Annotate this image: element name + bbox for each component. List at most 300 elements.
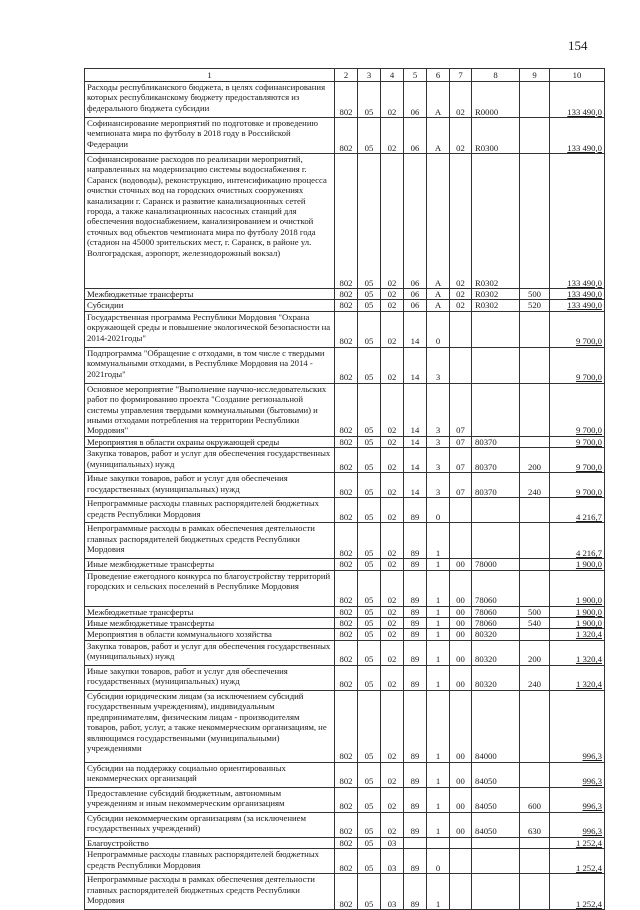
cell-rz: 05 bbox=[358, 665, 381, 690]
cell-pr: 02 bbox=[381, 618, 404, 629]
cell-pr: 02 bbox=[381, 690, 404, 762]
cell-ved: 802 bbox=[335, 690, 358, 762]
cell-cs3: 07 bbox=[450, 473, 472, 498]
cell-sum: 133 490,0 bbox=[550, 154, 605, 289]
cell-pr: 02 bbox=[381, 436, 404, 447]
cell-sum: 996,3 bbox=[550, 812, 605, 837]
cell-cs4: 84050 bbox=[472, 762, 520, 787]
row-name: Субсидии некоммерческим организациям (за исключением государственных учреждений) bbox=[85, 812, 335, 837]
table-row bbox=[85, 448, 605, 473]
cell-rz: 05 bbox=[358, 383, 381, 436]
cell-ved: 802 bbox=[335, 448, 358, 473]
cell-vr bbox=[520, 523, 550, 559]
cell-rz: 05 bbox=[358, 690, 381, 762]
cell-sum: 9 700,0 bbox=[550, 311, 605, 347]
cell-cs3: 07 bbox=[450, 436, 472, 447]
cell-vr bbox=[520, 762, 550, 787]
cell-cs2: А bbox=[427, 154, 450, 289]
cell-pr: 02 bbox=[381, 812, 404, 837]
row-name: Иные закупки товаров, работ и услуг для обеспечения государственных (муниципальных) нужд bbox=[85, 473, 335, 498]
table-body bbox=[85, 82, 605, 910]
cell-cs3 bbox=[450, 874, 472, 910]
cell-ved: 802 bbox=[335, 837, 358, 848]
cell-vr bbox=[520, 629, 550, 640]
cell-rz: 05 bbox=[358, 118, 381, 154]
cell-cs4: R0302 bbox=[472, 289, 520, 300]
cell-sum: 133 490,0 bbox=[550, 289, 605, 300]
cell-cs4 bbox=[472, 383, 520, 436]
cell-cs3: 02 bbox=[450, 300, 472, 311]
row-name: Подпрограмма "Обращение с отходами, в том числе с твердыми коммунальными отходами, в Республике Мордовия на 2014 - 2021годы" bbox=[85, 347, 335, 383]
cell-cs2: 1 bbox=[427, 570, 450, 606]
cell-sum: 133 490,0 bbox=[550, 82, 605, 118]
cell-sum: 9 700,0 bbox=[550, 347, 605, 383]
cell-pr: 02 bbox=[381, 383, 404, 436]
cell-vr bbox=[520, 383, 550, 436]
table-row bbox=[85, 874, 605, 910]
row-name: Межбюджетные трансферты bbox=[85, 289, 335, 300]
cell-ved: 802 bbox=[335, 559, 358, 570]
cell-sum: 4 216,7 bbox=[550, 523, 605, 559]
cell-cs3: 00 bbox=[450, 559, 472, 570]
cell-cs4 bbox=[472, 874, 520, 910]
cell-vr: 500 bbox=[520, 289, 550, 300]
table-row bbox=[85, 118, 605, 154]
column-header: 2 bbox=[335, 69, 358, 82]
cell-pr: 02 bbox=[381, 82, 404, 118]
cell-cs3 bbox=[450, 523, 472, 559]
table-row bbox=[85, 82, 605, 118]
cell-rz: 05 bbox=[358, 436, 381, 447]
cell-vr bbox=[520, 118, 550, 154]
table-row bbox=[85, 523, 605, 559]
column-header: 5 bbox=[404, 69, 427, 82]
cell-ved: 802 bbox=[335, 874, 358, 910]
row-name: Проведение ежегодного конкурса по благоустройству территорий городских и сельских поселений в Республике Мордовия bbox=[85, 570, 335, 606]
cell-cs2: 3 bbox=[427, 473, 450, 498]
table-row bbox=[85, 289, 605, 300]
cell-vr bbox=[520, 570, 550, 606]
row-name: Предоставление субсидий бюджетным, автономным учреждениям и иным некоммерческим организациям bbox=[85, 787, 335, 812]
cell-cs3: 07 bbox=[450, 383, 472, 436]
cell-vr bbox=[520, 559, 550, 570]
cell-sum: 1 900,0 bbox=[550, 570, 605, 606]
table-row bbox=[85, 629, 605, 640]
cell-sum: 1 320,4 bbox=[550, 640, 605, 665]
cell-sum: 133 490,0 bbox=[550, 300, 605, 311]
row-name: Расходы республиканского бюджета, в целях софинансирования которых республиканскому бюджету предоставляются из федерального бюджета субсидии bbox=[85, 82, 335, 118]
cell-pr: 02 bbox=[381, 559, 404, 570]
cell-cs1: 89 bbox=[404, 523, 427, 559]
row-name: Субсидии bbox=[85, 300, 335, 311]
cell-sum: 996,3 bbox=[550, 762, 605, 787]
cell-rz: 05 bbox=[358, 606, 381, 617]
cell-sum: 1 252,4 bbox=[550, 837, 605, 848]
cell-cs2: 1 bbox=[427, 787, 450, 812]
cell-ved: 802 bbox=[335, 473, 358, 498]
cell-cs1: 06 bbox=[404, 154, 427, 289]
cell-pr: 02 bbox=[381, 289, 404, 300]
row-name: Иные закупки товаров, работ и услуг для обеспечения государственных (муниципальных) нужд bbox=[85, 665, 335, 690]
cell-rz: 05 bbox=[358, 787, 381, 812]
table-row bbox=[85, 665, 605, 690]
cell-ved: 802 bbox=[335, 640, 358, 665]
cell-rz: 05 bbox=[358, 559, 381, 570]
cell-rz: 05 bbox=[358, 289, 381, 300]
cell-rz: 05 bbox=[358, 874, 381, 910]
cell-cs1: 89 bbox=[404, 559, 427, 570]
cell-rz: 05 bbox=[358, 82, 381, 118]
row-name: Мероприятия в области коммунального хозяйства bbox=[85, 629, 335, 640]
cell-cs1: 89 bbox=[404, 618, 427, 629]
cell-pr: 02 bbox=[381, 154, 404, 289]
column-header: 8 bbox=[472, 69, 520, 82]
cell-sum: 1 900,0 bbox=[550, 606, 605, 617]
cell-cs2: 1 bbox=[427, 606, 450, 617]
cell-cs1: 89 bbox=[404, 812, 427, 837]
cell-vr: 200 bbox=[520, 448, 550, 473]
cell-rz: 05 bbox=[358, 448, 381, 473]
cell-cs2: 3 bbox=[427, 383, 450, 436]
row-name: Непрограммные расходы главных распорядителей бюджетных средств Республики Мордовия bbox=[85, 849, 335, 874]
cell-pr: 02 bbox=[381, 787, 404, 812]
cell-ved: 802 bbox=[335, 289, 358, 300]
cell-ved: 802 bbox=[335, 118, 358, 154]
cell-vr bbox=[520, 498, 550, 523]
cell-sum: 1 252,4 bbox=[550, 849, 605, 874]
cell-vr bbox=[520, 311, 550, 347]
column-header: 1 bbox=[85, 69, 335, 82]
cell-cs1: 06 bbox=[404, 118, 427, 154]
cell-cs2: 0 bbox=[427, 311, 450, 347]
cell-rz: 05 bbox=[358, 311, 381, 347]
cell-vr: 200 bbox=[520, 640, 550, 665]
header-row bbox=[85, 69, 605, 82]
cell-rz: 05 bbox=[358, 849, 381, 874]
cell-pr: 02 bbox=[381, 498, 404, 523]
cell-cs3 bbox=[450, 347, 472, 383]
cell-cs2: 3 bbox=[427, 448, 450, 473]
cell-ved: 802 bbox=[335, 498, 358, 523]
cell-cs1: 06 bbox=[404, 300, 427, 311]
cell-cs1: 89 bbox=[404, 570, 427, 606]
cell-vr bbox=[520, 347, 550, 383]
page-number: 154 bbox=[568, 38, 588, 53]
cell-vr: 500 bbox=[520, 606, 550, 617]
table-row bbox=[85, 311, 605, 347]
cell-cs1: 14 bbox=[404, 383, 427, 436]
cell-vr bbox=[520, 154, 550, 289]
cell-ved: 802 bbox=[335, 436, 358, 447]
cell-cs1: 89 bbox=[404, 640, 427, 665]
cell-cs4 bbox=[472, 523, 520, 559]
column-header: 10 bbox=[550, 69, 605, 82]
cell-cs4: 80320 bbox=[472, 665, 520, 690]
cell-cs3 bbox=[450, 498, 472, 523]
cell-cs3: 00 bbox=[450, 787, 472, 812]
cell-cs3: 00 bbox=[450, 570, 472, 606]
column-header: 4 bbox=[381, 69, 404, 82]
cell-cs4: 84000 bbox=[472, 690, 520, 762]
cell-sum: 9 700,0 bbox=[550, 436, 605, 447]
row-name: Непрограммные расходы в рамках обеспечения деятельности главных распорядителей бюджетных средств Республики Мордовия bbox=[85, 874, 335, 910]
cell-vr: 630 bbox=[520, 812, 550, 837]
cell-pr: 02 bbox=[381, 347, 404, 383]
cell-sum: 996,3 bbox=[550, 690, 605, 762]
cell-ved: 802 bbox=[335, 618, 358, 629]
cell-cs1: 06 bbox=[404, 289, 427, 300]
cell-ved: 802 bbox=[335, 849, 358, 874]
cell-pr: 03 bbox=[381, 874, 404, 910]
row-name: Иные межбюджетные трансферты bbox=[85, 559, 335, 570]
cell-cs1: 06 bbox=[404, 82, 427, 118]
cell-cs1: 89 bbox=[404, 762, 427, 787]
cell-sum: 1 900,0 bbox=[550, 559, 605, 570]
cell-cs3: 02 bbox=[450, 289, 472, 300]
cell-rz: 05 bbox=[358, 640, 381, 665]
cell-cs4: 84050 bbox=[472, 787, 520, 812]
cell-cs4: 78060 bbox=[472, 618, 520, 629]
row-name: Софинансирование расходов по реализации мероприятий, направленных на модернизацию системы водоснабжения г. Саранск (водоводы), реконструкцию, интенсификацию процесса очистки сточных вод на городских очистных сооружениях канализации г. Саранск и развитие канализационных сетей города, а также канализационных насосных станций для обеспечения водоснабжением, канализированием и очисткой сточных вод объектов чемпионата мира по футболу 2018 года (стадион на 45000 зрительских мест, г. Саранск, в районе ул. Волгоградская, аэропорт, железнодорожный вокзал) bbox=[85, 154, 335, 289]
cell-cs2: 1 bbox=[427, 629, 450, 640]
cell-cs3: 00 bbox=[450, 812, 472, 837]
cell-ved: 802 bbox=[335, 82, 358, 118]
cell-rz: 05 bbox=[358, 523, 381, 559]
cell-pr: 02 bbox=[381, 473, 404, 498]
cell-rz: 05 bbox=[358, 347, 381, 383]
cell-cs1: 14 bbox=[404, 436, 427, 447]
cell-cs1: 89 bbox=[404, 629, 427, 640]
cell-cs2: А bbox=[427, 289, 450, 300]
row-name: Закупка товаров, работ и услуг для обеспечения государственных (муниципальных) нужд bbox=[85, 640, 335, 665]
cell-cs2: 1 bbox=[427, 559, 450, 570]
cell-cs2: А bbox=[427, 118, 450, 154]
cell-cs4: 84050 bbox=[472, 812, 520, 837]
cell-cs1: 89 bbox=[404, 874, 427, 910]
cell-cs2: 1 bbox=[427, 523, 450, 559]
table-row bbox=[85, 347, 605, 383]
cell-cs2: 1 bbox=[427, 762, 450, 787]
table-row bbox=[85, 570, 605, 606]
cell-vr bbox=[520, 436, 550, 447]
cell-cs4: 80320 bbox=[472, 629, 520, 640]
cell-pr: 02 bbox=[381, 606, 404, 617]
cell-cs2: 1 bbox=[427, 618, 450, 629]
table-row bbox=[85, 498, 605, 523]
budget-table bbox=[84, 68, 605, 910]
cell-sum: 1 900,0 bbox=[550, 618, 605, 629]
table-row bbox=[85, 640, 605, 665]
cell-rz: 05 bbox=[358, 300, 381, 311]
cell-cs3: 02 bbox=[450, 82, 472, 118]
column-header: 9 bbox=[520, 69, 550, 82]
cell-ved: 802 bbox=[335, 787, 358, 812]
cell-rz: 05 bbox=[358, 837, 381, 848]
cell-ved: 802 bbox=[335, 383, 358, 436]
cell-cs4: 78060 bbox=[472, 606, 520, 617]
cell-cs3: 02 bbox=[450, 118, 472, 154]
cell-pr: 02 bbox=[381, 448, 404, 473]
cell-cs4 bbox=[472, 347, 520, 383]
cell-vr bbox=[520, 82, 550, 118]
cell-pr: 03 bbox=[381, 849, 404, 874]
table-row bbox=[85, 473, 605, 498]
cell-vr bbox=[520, 837, 550, 848]
cell-pr: 02 bbox=[381, 300, 404, 311]
cell-cs4: 80370 bbox=[472, 436, 520, 447]
cell-sum: 9 700,0 bbox=[550, 383, 605, 436]
cell-rz: 05 bbox=[358, 473, 381, 498]
cell-cs2: 1 bbox=[427, 665, 450, 690]
cell-cs1: 14 bbox=[404, 311, 427, 347]
cell-sum: 9 700,0 bbox=[550, 448, 605, 473]
cell-cs4 bbox=[472, 849, 520, 874]
cell-vr bbox=[520, 690, 550, 762]
cell-cs1: 14 bbox=[404, 347, 427, 383]
row-name: Основное мероприятие "Выполнение научно-исследовательских работ по формированию проекта "Создание региональной системы управления твердыми коммунальными (бытовыми) и иными отходами потребления на территории Республики Мордовия" bbox=[85, 383, 335, 436]
cell-sum: 1 252,4 bbox=[550, 874, 605, 910]
cell-cs4: 78000 bbox=[472, 559, 520, 570]
table-row bbox=[85, 837, 605, 848]
cell-ved: 802 bbox=[335, 347, 358, 383]
cell-rz: 05 bbox=[358, 812, 381, 837]
cell-cs3: 00 bbox=[450, 618, 472, 629]
cell-cs2: 3 bbox=[427, 347, 450, 383]
cell-cs2: 1 bbox=[427, 690, 450, 762]
row-name: Непрограммные расходы главных распорядителей бюджетных средств Республики Мордовия bbox=[85, 498, 335, 523]
cell-sum: 4 216,7 bbox=[550, 498, 605, 523]
cell-sum: 9 700,0 bbox=[550, 473, 605, 498]
cell-cs4: 78060 bbox=[472, 570, 520, 606]
cell-cs2: А bbox=[427, 300, 450, 311]
cell-pr: 02 bbox=[381, 311, 404, 347]
cell-cs3: 00 bbox=[450, 690, 472, 762]
row-name: Субсидии юридическим лицам (за исключением субсидий государственным учреждениям), индивидуальным предпринимателям, физическим лицам - производителям товаров, работ, услуг, а также некоммерческим организациям, не являющимся государственными (муниципальными) учреждениями bbox=[85, 690, 335, 762]
cell-cs3 bbox=[450, 311, 472, 347]
row-name: Государственная программа Республики Мордовия "Охрана окружающей среды и повышение экологической безопасности на 2014-2021годы" bbox=[85, 311, 335, 347]
table-row bbox=[85, 300, 605, 311]
row-name: Межбюджетные трансферты bbox=[85, 606, 335, 617]
cell-pr: 02 bbox=[381, 762, 404, 787]
cell-rz: 05 bbox=[358, 498, 381, 523]
cell-vr bbox=[520, 874, 550, 910]
cell-pr: 02 bbox=[381, 665, 404, 690]
table-row bbox=[85, 762, 605, 787]
table-row bbox=[85, 559, 605, 570]
cell-cs2: 0 bbox=[427, 849, 450, 874]
cell-cs2: А bbox=[427, 82, 450, 118]
table-row bbox=[85, 618, 605, 629]
cell-rz: 05 bbox=[358, 762, 381, 787]
row-name: Субсидии на поддержку социально ориентированных некоммерческих организаций bbox=[85, 762, 335, 787]
cell-ved: 802 bbox=[335, 606, 358, 617]
cell-vr: 240 bbox=[520, 665, 550, 690]
cell-cs3: 00 bbox=[450, 606, 472, 617]
row-name: Благоустройство bbox=[85, 837, 335, 848]
cell-ved: 802 bbox=[335, 665, 358, 690]
cell-cs2: 0 bbox=[427, 498, 450, 523]
cell-cs2: 3 bbox=[427, 436, 450, 447]
cell-cs4: 80320 bbox=[472, 640, 520, 665]
cell-ved: 802 bbox=[335, 154, 358, 289]
cell-ved: 802 bbox=[335, 762, 358, 787]
column-header: 6 bbox=[427, 69, 450, 82]
cell-pr: 02 bbox=[381, 629, 404, 640]
cell-cs3: 00 bbox=[450, 640, 472, 665]
cell-cs4: 80370 bbox=[472, 473, 520, 498]
column-header: 3 bbox=[358, 69, 381, 82]
row-name: Непрограммные расходы в рамках обеспечения деятельности главных распорядителей бюджетных средств Республики Мордовия bbox=[85, 523, 335, 559]
cell-cs1 bbox=[404, 837, 427, 848]
column-header: 7 bbox=[450, 69, 472, 82]
cell-vr: 540 bbox=[520, 618, 550, 629]
cell-sum: 996,3 bbox=[550, 787, 605, 812]
cell-cs2 bbox=[427, 837, 450, 848]
cell-cs4 bbox=[472, 498, 520, 523]
cell-cs3 bbox=[450, 837, 472, 848]
row-name: Иные межбюджетные трансферты bbox=[85, 618, 335, 629]
cell-cs1: 89 bbox=[404, 498, 427, 523]
cell-cs2: 1 bbox=[427, 640, 450, 665]
cell-ved: 802 bbox=[335, 812, 358, 837]
cell-cs4: R0302 bbox=[472, 154, 520, 289]
cell-rz: 05 bbox=[358, 570, 381, 606]
cell-ved: 802 bbox=[335, 311, 358, 347]
cell-cs2: 1 bbox=[427, 874, 450, 910]
cell-cs4 bbox=[472, 837, 520, 848]
cell-rz: 05 bbox=[358, 618, 381, 629]
cell-cs4 bbox=[472, 311, 520, 347]
cell-rz: 05 bbox=[358, 629, 381, 640]
cell-ved: 802 bbox=[335, 523, 358, 559]
cell-cs1: 89 bbox=[404, 606, 427, 617]
cell-ved: 802 bbox=[335, 629, 358, 640]
cell-cs4: R0300 bbox=[472, 118, 520, 154]
row-name: Софинансирование мероприятий по подготовке и проведению чемпионата мира по футболу в 2018 году в Российской Федерации bbox=[85, 118, 335, 154]
cell-cs3: 02 bbox=[450, 154, 472, 289]
table-row bbox=[85, 787, 605, 812]
cell-vr bbox=[520, 849, 550, 874]
cell-cs1: 89 bbox=[404, 787, 427, 812]
cell-cs4: R0000 bbox=[472, 82, 520, 118]
cell-sum: 133 490,0 bbox=[550, 118, 605, 154]
cell-cs3: 07 bbox=[450, 448, 472, 473]
cell-cs3 bbox=[450, 849, 472, 874]
row-name: Закупка товаров, работ и услуг для обеспечения государственных (муниципальных) нужд bbox=[85, 448, 335, 473]
cell-cs1: 89 bbox=[404, 690, 427, 762]
row-name: Мероприятия в области охраны окружающей среды bbox=[85, 436, 335, 447]
cell-cs1: 14 bbox=[404, 448, 427, 473]
table-row bbox=[85, 606, 605, 617]
cell-ved: 802 bbox=[335, 570, 358, 606]
table-row bbox=[85, 436, 605, 447]
cell-cs1: 89 bbox=[404, 665, 427, 690]
cell-cs3: 00 bbox=[450, 629, 472, 640]
table-row bbox=[85, 154, 605, 289]
cell-cs1: 14 bbox=[404, 473, 427, 498]
cell-vr: 520 bbox=[520, 300, 550, 311]
cell-cs3: 00 bbox=[450, 665, 472, 690]
cell-sum: 1 320,4 bbox=[550, 629, 605, 640]
cell-pr: 02 bbox=[381, 118, 404, 154]
cell-rz: 05 bbox=[358, 154, 381, 289]
table-row bbox=[85, 812, 605, 837]
cell-pr: 03 bbox=[381, 837, 404, 848]
cell-pr: 02 bbox=[381, 640, 404, 665]
cell-vr: 240 bbox=[520, 473, 550, 498]
cell-cs3: 00 bbox=[450, 762, 472, 787]
table-row bbox=[85, 849, 605, 874]
